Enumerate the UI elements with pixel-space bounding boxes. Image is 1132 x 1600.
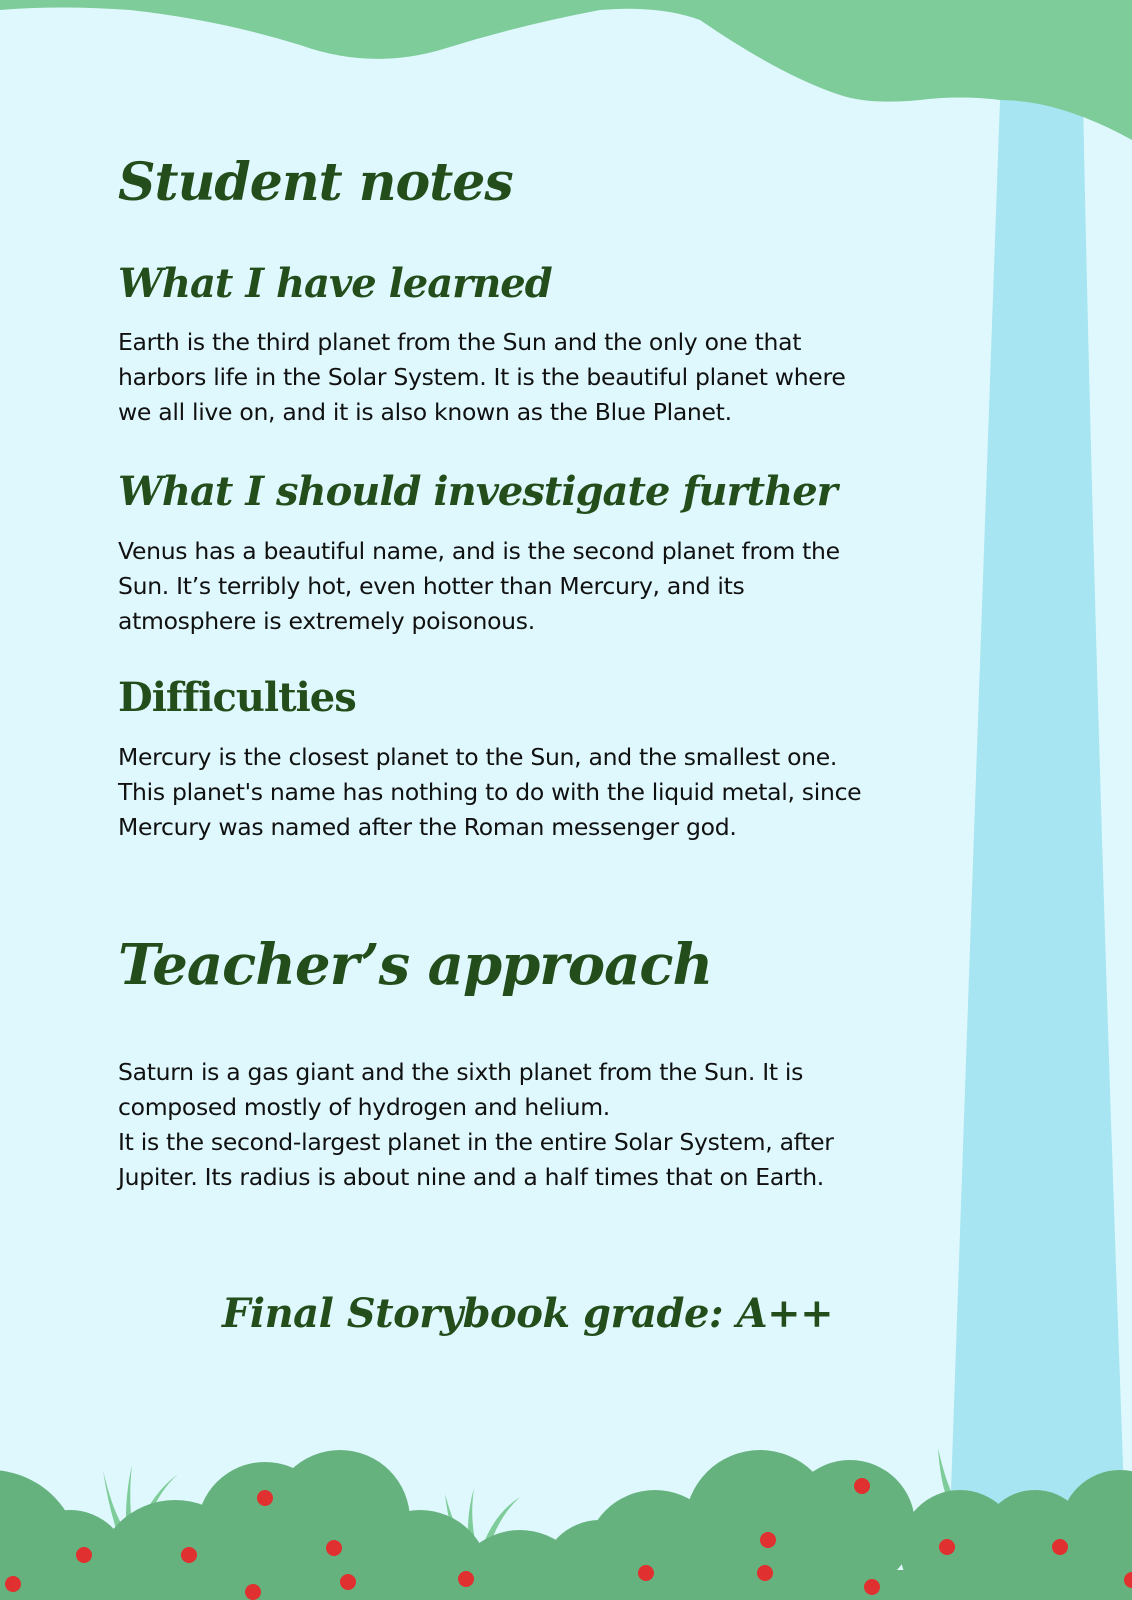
- teacher-approach-title: Teacher’s approach: [118, 932, 713, 998]
- section-body-difficulties: [118, 740, 998, 845]
- text-line: Earth is the third planet from the Sun and the only one that: [118, 328, 802, 356]
- teacher-approach-body: [118, 1055, 998, 1195]
- section-body-investigate: [118, 534, 998, 639]
- text-line: Sun. It’s terribly hot, even hotter than Mercury, and its: [118, 572, 745, 600]
- top-wave-shape: [0, 0, 1132, 140]
- text-line: Jupiter. Its radius is about nine and a half times that on Earth.: [118, 1163, 824, 1191]
- student-notes-title: Student notes: [118, 152, 513, 213]
- text-line: composed mostly of hydrogen and helium.: [118, 1093, 610, 1121]
- text-line: This planet's name has nothing to do with the liquid metal, since: [118, 778, 862, 806]
- text-line: Mercury was named after the Roman messenger god.: [118, 813, 737, 841]
- text-line: It is the second-largest planet in the entire Solar System, after: [118, 1128, 834, 1156]
- text-line: Mercury is the closest planet to the Sun, and the smallest one.: [118, 743, 838, 771]
- text-line: Saturn is a gas giant and the sixth planet from the Sun. It is: [118, 1058, 804, 1086]
- section-body-learned: [118, 325, 998, 430]
- section-heading-difficulties: Difficulties: [118, 674, 356, 721]
- section-heading-learned: What I have learned: [118, 260, 552, 307]
- text-line: we all live on, and it is also known as the Blue Planet.: [118, 398, 732, 426]
- section-heading-investigate: What I should investigate further: [118, 468, 837, 515]
- text-line: harbors life in the Solar System. It is the beautiful planet where: [118, 363, 846, 391]
- final-grade: Final Storybook grade: A++: [222, 1290, 834, 1337]
- text-line: Venus has a beautiful name, and is the second planet from the: [118, 537, 840, 565]
- text-line: atmosphere is extremely poisonous.: [118, 607, 535, 635]
